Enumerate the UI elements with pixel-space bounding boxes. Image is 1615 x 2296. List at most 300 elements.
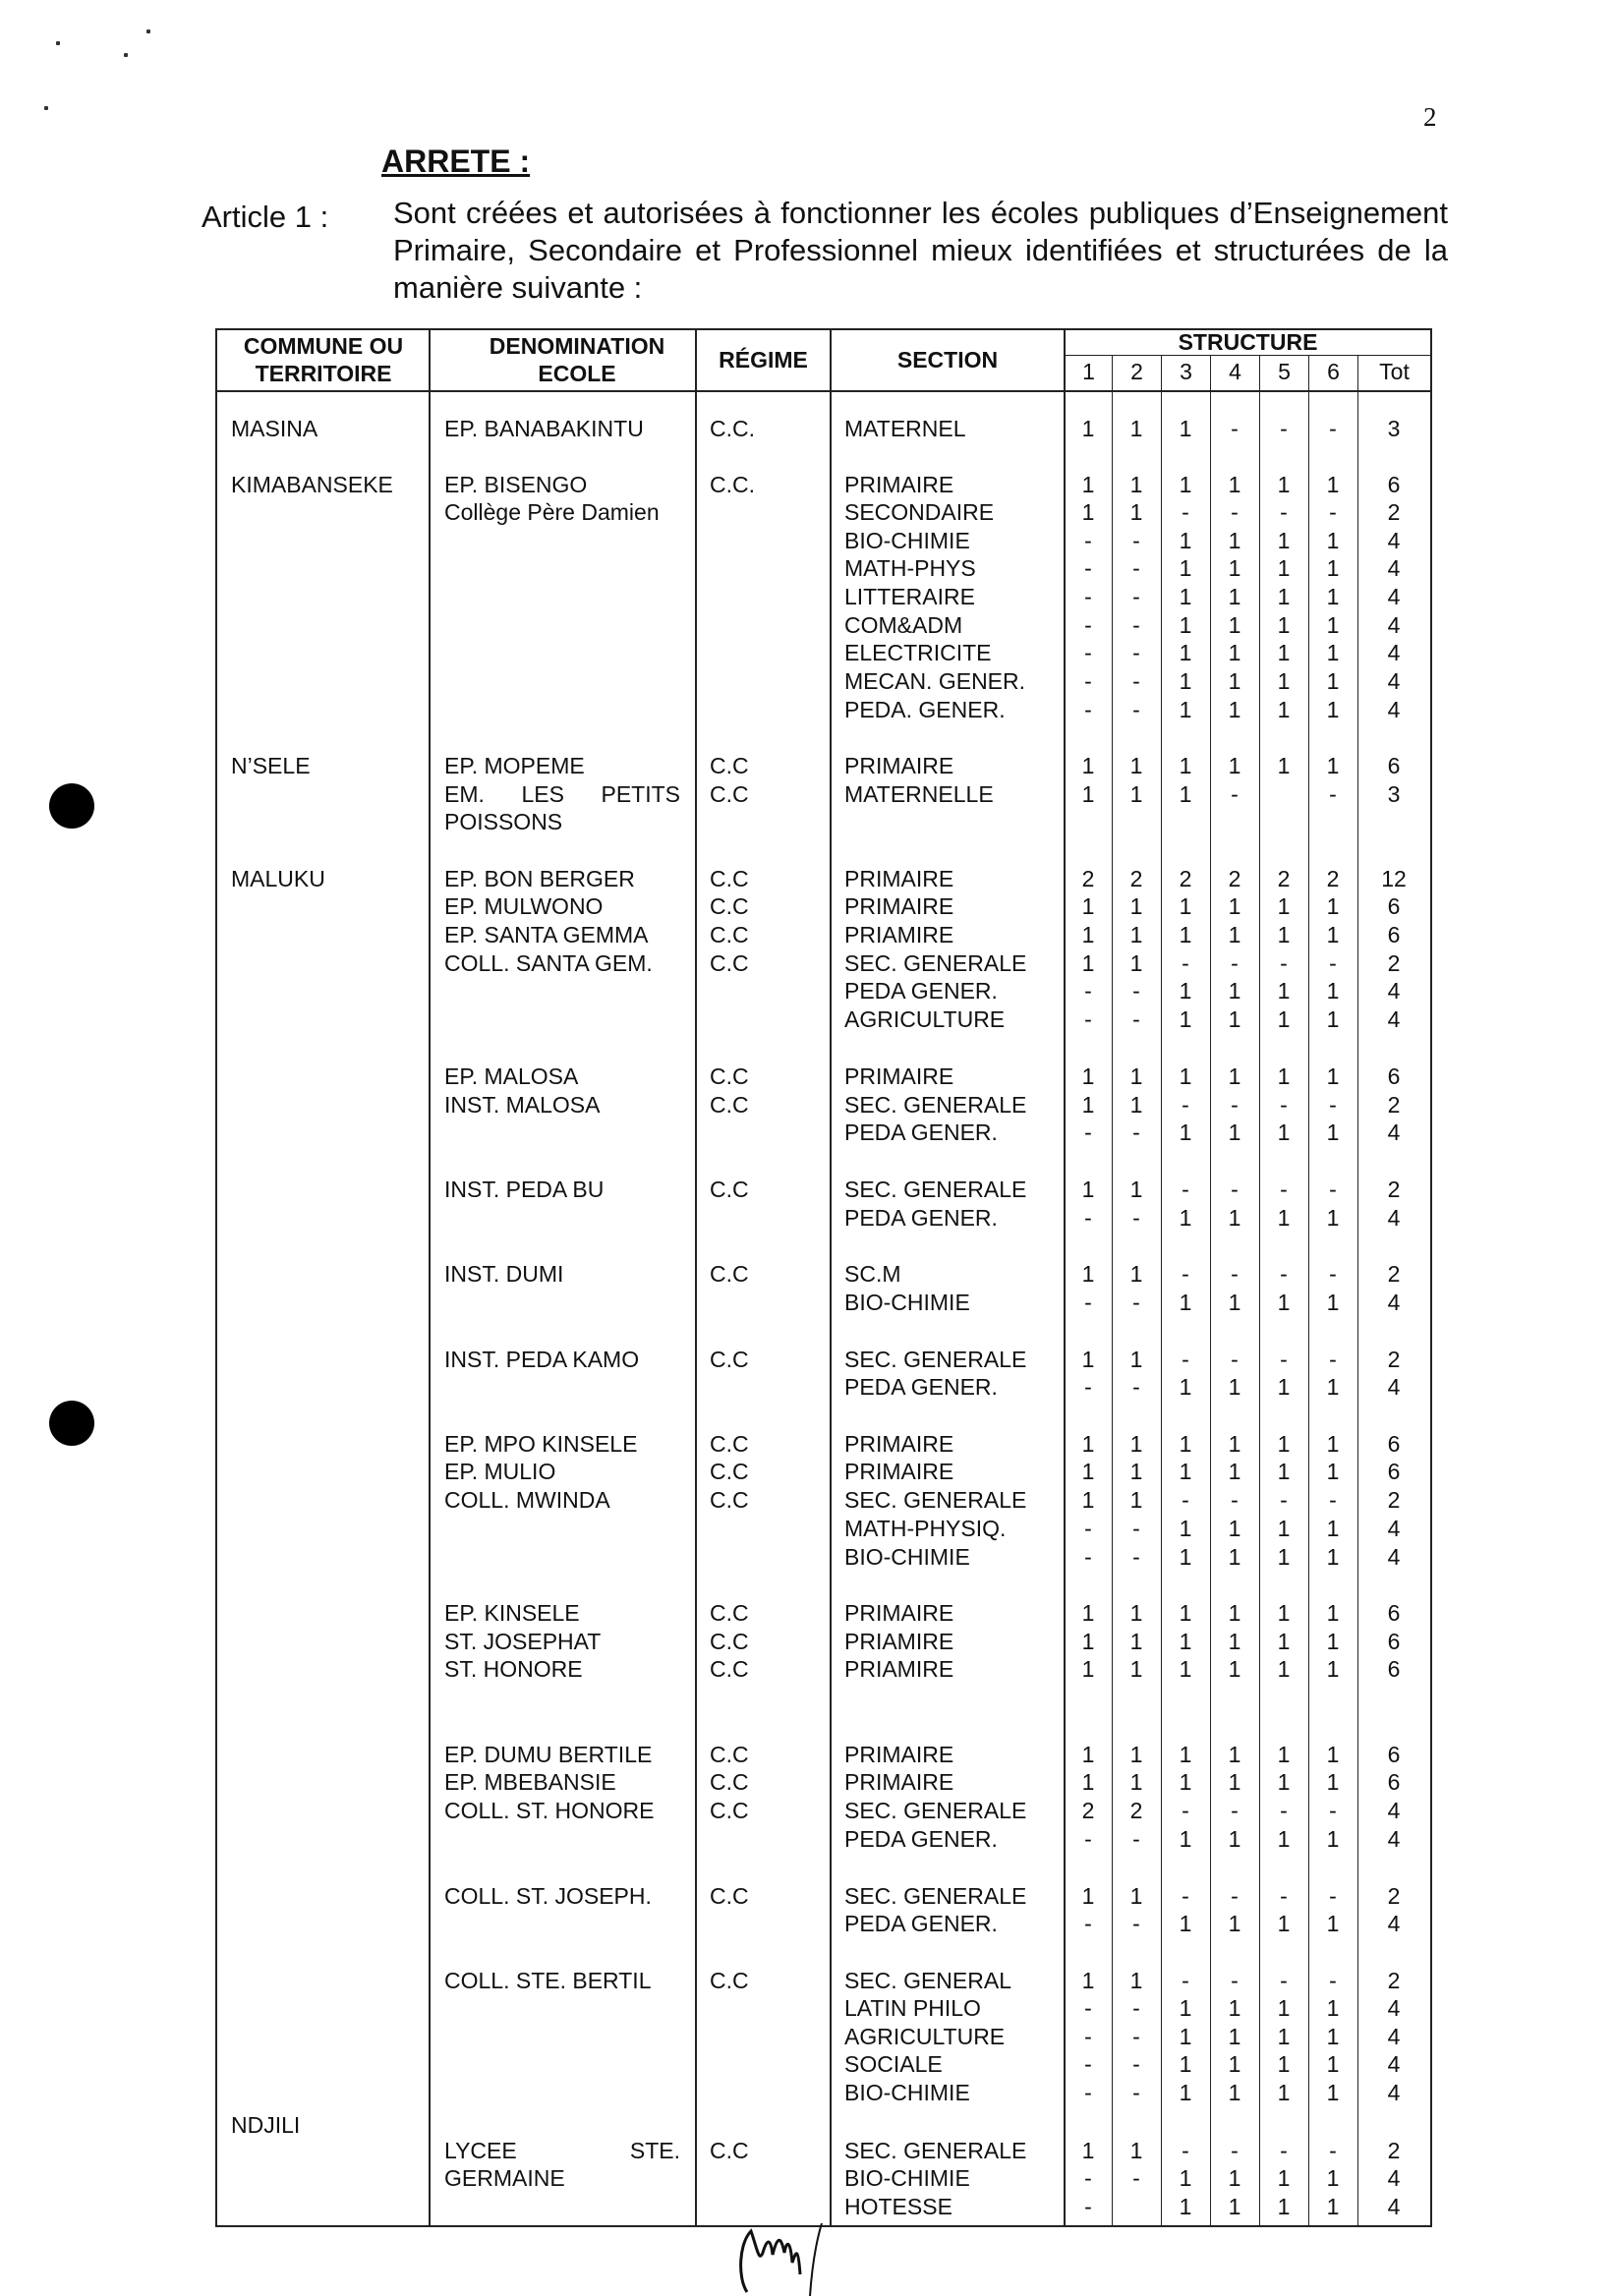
cell-level-5: 2	[1277, 866, 1291, 891]
header-divider	[215, 390, 1432, 392]
cell-level-1: -	[1084, 2080, 1092, 2105]
cell-total: 4	[1387, 1911, 1401, 1936]
cell-level-3: 1	[1179, 1374, 1192, 1400]
cell-level-1: -	[1084, 1205, 1092, 1231]
cell-level-6: 1	[1326, 753, 1340, 778]
cell-section: PRIAMIRE	[844, 1629, 954, 1654]
cell-level-1: -	[1084, 640, 1092, 665]
cell-section: PRIAMIRE	[844, 1656, 954, 1682]
cell-regime: C.C	[710, 2138, 749, 2163]
cell-section: SEC. GENERALE	[844, 2138, 1027, 2163]
cell-level-5: -	[1280, 1487, 1288, 1513]
cell-level-4: 1	[1228, 1742, 1241, 1767]
schools-table	[215, 328, 1432, 2227]
cell-level-3: 1	[1179, 1656, 1192, 1682]
cell-total: 6	[1387, 1656, 1401, 1682]
cell-total: 6	[1387, 1431, 1401, 1457]
cell-level-5: -	[1280, 1798, 1288, 1823]
cell-total: 12	[1381, 866, 1407, 891]
level-divider	[1161, 355, 1162, 2227]
cell-level-4: 1	[1228, 1290, 1241, 1315]
cell-level-6: 1	[1326, 2194, 1340, 2219]
cell-ecole: POISSONS	[444, 809, 563, 834]
cell-ecole: EP. MPO KINSELE	[444, 1431, 638, 1457]
cell-level-6: 2	[1326, 866, 1340, 891]
cell-section: SECONDAIRE	[844, 499, 995, 525]
cell-level-2: -	[1132, 1290, 1140, 1315]
cell-level-4: 1	[1228, 1826, 1241, 1852]
binder-hole	[49, 1401, 94, 1446]
cell-level-6: 1	[1326, 2080, 1340, 2105]
cell-level-5: 1	[1277, 753, 1291, 778]
cell-ecole: EP. BANABAKINTU	[444, 416, 644, 441]
cell-level-2: -	[1132, 2024, 1140, 2049]
cell-level-6: -	[1329, 1798, 1337, 1823]
cell-total: 2	[1387, 1177, 1401, 1202]
cell-level-5: 1	[1277, 1205, 1291, 1231]
cell-total: 4	[1387, 668, 1401, 694]
cell-level-5: -	[1280, 1092, 1288, 1118]
cell-regime: C.C	[710, 1431, 749, 1457]
cell-level-3: 1	[1179, 640, 1192, 665]
cell-ecole: COLL. MWINDA	[444, 1487, 610, 1513]
cell-total: 4	[1387, 2024, 1401, 2049]
cell-level-2: -	[1132, 697, 1140, 722]
cell-level-4: -	[1231, 1883, 1239, 1909]
cell-level-5: 1	[1277, 1516, 1291, 1541]
cell-level-3: 1	[1179, 1119, 1192, 1145]
cell-level-5: 1	[1277, 528, 1291, 553]
cell-level-4: -	[1231, 1261, 1239, 1287]
cell-level-4: -	[1231, 2138, 1239, 2163]
column-divider	[695, 328, 697, 2227]
cell-total: 2	[1387, 1487, 1401, 1513]
scan-speck	[44, 106, 48, 110]
cell-level-3: 1	[1179, 978, 1192, 1004]
cell-level-5: 1	[1277, 697, 1291, 722]
cell-level-4: 1	[1228, 1006, 1241, 1032]
cell-section: MECAN. GENER.	[844, 668, 1026, 694]
cell-level-3: 1	[1179, 922, 1192, 947]
cell-regime: C.C	[710, 1487, 749, 1513]
cell-total: 4	[1387, 555, 1401, 581]
signature-mark	[727, 2223, 845, 2296]
cell-regime: C.C	[710, 1063, 749, 1089]
cell-level-1: 1	[1081, 499, 1095, 525]
cell-level-4: 1	[1228, 1205, 1241, 1231]
cell-level-5: 1	[1277, 1656, 1291, 1682]
cell-level-1: -	[1084, 1006, 1092, 1032]
header-level-1: 1	[1082, 359, 1095, 384]
cell-level-4: 1	[1228, 1431, 1241, 1457]
cell-level-1: 1	[1081, 781, 1095, 807]
cell-level-6: 1	[1326, 697, 1340, 722]
cell-regime: C.C.	[710, 416, 755, 441]
level-divider	[1357, 355, 1358, 2227]
cell-ecole: INST. DUMI	[444, 1261, 564, 1287]
cell-regime: C.C	[710, 893, 749, 919]
cell-level-6: 1	[1326, 893, 1340, 919]
cell-total: 6	[1387, 753, 1401, 778]
cell-level-2: 2	[1129, 866, 1143, 891]
cell-level-2: 1	[1129, 893, 1143, 919]
cell-level-5: 1	[1277, 2024, 1291, 2049]
cell-level-3: 1	[1179, 2080, 1192, 2105]
cell-level-3: -	[1182, 2138, 1189, 2163]
cell-level-5: -	[1280, 2138, 1288, 2163]
cell-total: 6	[1387, 1600, 1401, 1626]
article-text: Sont créées et autorisées à fonctionner les écoles publiques d’Enseignement Primaire, Secondaire et Professionnel mieux identifiées et structurées de la manière suivante :	[393, 196, 1448, 305]
cell-level-2: -	[1132, 1119, 1140, 1145]
cell-level-1: -	[1084, 2051, 1092, 2077]
cell-level-1: 2	[1081, 866, 1095, 891]
cell-level-3: 1	[1179, 555, 1192, 581]
cell-level-5: -	[1280, 1177, 1288, 1202]
cell-level-5: -	[1280, 416, 1288, 441]
cell-level-6: 1	[1326, 1290, 1340, 1315]
cell-section: SEC. GENERALE	[844, 1883, 1027, 1909]
cell-section: LITTERAIRE	[844, 584, 975, 609]
cell-section: SEC. GENERALE	[844, 1092, 1027, 1118]
cell-level-3: 1	[1179, 1006, 1192, 1032]
cell-ecole: EP. SANTA GEMMA	[444, 922, 649, 947]
cell-level-1: 1	[1081, 893, 1095, 919]
cell-level-4: -	[1231, 1487, 1239, 1513]
cell-level-1: 1	[1081, 1629, 1095, 1654]
cell-level-1: -	[1084, 612, 1092, 638]
cell-level-5: 1	[1277, 1544, 1291, 1570]
cell-level-6: -	[1329, 416, 1337, 441]
cell-level-5: 1	[1277, 555, 1291, 581]
cell-total: 4	[1387, 528, 1401, 553]
cell-level-6: -	[1329, 2138, 1337, 2163]
cell-total: 4	[1387, 584, 1401, 609]
cell-level-4: -	[1231, 416, 1239, 441]
cell-level-4: 1	[1228, 528, 1241, 553]
cell-level-6: 1	[1326, 1431, 1340, 1457]
cell-level-3: 1	[1179, 584, 1192, 609]
cell-level-4: 1	[1228, 1544, 1241, 1570]
cell-level-6: 1	[1326, 1544, 1340, 1570]
cell-level-3: -	[1182, 1883, 1189, 1909]
cell-total: 4	[1387, 1205, 1401, 1231]
cell-level-2: -	[1132, 2165, 1140, 2191]
cell-level-1: 1	[1081, 416, 1095, 441]
cell-level-4: -	[1231, 950, 1239, 976]
cell-level-5: 1	[1277, 584, 1291, 609]
cell-level-6: 1	[1326, 1995, 1340, 2021]
cell-commune: N’SELE	[231, 753, 311, 778]
cell-ecole: EP. KINSELE	[444, 1600, 580, 1626]
scan-speck	[146, 29, 150, 33]
cell-level-6: 1	[1326, 1516, 1340, 1541]
cell-level-2: 1	[1129, 1347, 1143, 1372]
cell-total: 4	[1387, 1290, 1401, 1315]
cell-level-4: 1	[1228, 640, 1241, 665]
cell-total: 6	[1387, 472, 1401, 497]
cell-level-5: 1	[1277, 1629, 1291, 1654]
cell-level-3: 1	[1179, 416, 1192, 441]
cell-level-2: 1	[1129, 416, 1143, 441]
cell-commune: MALUKU	[231, 866, 325, 891]
cell-level-2: 1	[1129, 781, 1143, 807]
cell-level-5: -	[1280, 499, 1288, 525]
header-level-3: 3	[1180, 359, 1192, 384]
cell-total: 4	[1387, 640, 1401, 665]
cell-section: BIO-CHIMIE	[844, 1544, 970, 1570]
cell-total: 4	[1387, 1374, 1401, 1400]
cell-level-5: 1	[1277, 2080, 1291, 2105]
cell-total: 4	[1387, 1119, 1401, 1145]
cell-level-2: 1	[1129, 1487, 1143, 1513]
cell-regime: C.C	[710, 1092, 749, 1118]
cell-commune: MASINA	[231, 416, 318, 441]
cell-level-4: 1	[1228, 922, 1241, 947]
cell-section: SEC. GENERALE	[844, 1177, 1027, 1202]
cell-section: PEDA. GENER.	[844, 697, 1006, 722]
cell-level-1: -	[1084, 528, 1092, 553]
cell-level-3: -	[1182, 1798, 1189, 1823]
cell-level-5: 1	[1277, 472, 1291, 497]
cell-level-2: -	[1132, 1006, 1140, 1032]
column-divider	[830, 328, 832, 2227]
cell-level-1: 1	[1081, 1431, 1095, 1457]
cell-total: 4	[1387, 697, 1401, 722]
cell-ecole: EP. MULWONO	[444, 893, 604, 919]
cell-level-1: -	[1084, 1290, 1092, 1315]
cell-total: 4	[1387, 978, 1401, 1004]
binder-hole	[49, 783, 94, 829]
cell-level-4: 1	[1228, 612, 1241, 638]
cell-level-1: -	[1084, 978, 1092, 1004]
header-level-4: 4	[1229, 359, 1241, 384]
cell-section: AGRICULTURE	[844, 2024, 1006, 2049]
cell-level-1: -	[1084, 1995, 1092, 2021]
cell-level-1: 2	[1081, 1798, 1095, 1823]
cell-total: 2	[1387, 499, 1401, 525]
cell-level-1: -	[1084, 1119, 1092, 1145]
cell-level-3: -	[1182, 1968, 1189, 1993]
cell-regime: C.C	[710, 1656, 749, 1682]
cell-level-4: -	[1231, 499, 1239, 525]
cell-level-4: 1	[1228, 1459, 1241, 1484]
cell-level-2: 1	[1129, 1769, 1143, 1795]
cell-regime: C.C	[710, 781, 749, 807]
cell-level-6: 1	[1326, 668, 1340, 694]
cell-regime: C.C	[710, 1261, 749, 1287]
cell-section: PEDA GENER.	[844, 978, 998, 1004]
cell-commune: KIMABANSEKE	[231, 472, 393, 497]
cell-level-4: 1	[1228, 2194, 1241, 2219]
cell-level-5: 1	[1277, 1290, 1291, 1315]
cell-level-4: 1	[1228, 697, 1241, 722]
article-label: Article 1 :	[202, 200, 329, 234]
cell-level-3: 1	[1179, 1742, 1192, 1767]
cell-regime: C.C	[710, 950, 749, 976]
cell-regime: C.C	[710, 1798, 749, 1823]
cell-level-3: 1	[1179, 781, 1192, 807]
cell-level-2: -	[1132, 612, 1140, 638]
cell-total: 4	[1387, 2165, 1401, 2191]
cell-level-1: 1	[1081, 1092, 1095, 1118]
cell-level-4: 1	[1228, 978, 1241, 1004]
cell-level-1: 1	[1081, 1656, 1095, 1682]
level-divider	[1259, 355, 1260, 2227]
cell-level-2: -	[1132, 668, 1140, 694]
cell-total: 4	[1387, 1995, 1401, 2021]
cell-level-4: 1	[1228, 1119, 1241, 1145]
cell-section: BIO-CHIMIE	[844, 1290, 970, 1315]
cell-level-3: 1	[1179, 1431, 1192, 1457]
cell-level-1: -	[1084, 2024, 1092, 2049]
cell-level-2: -	[1132, 555, 1140, 581]
cell-ecole: EP. BON BERGER	[444, 866, 635, 891]
cell-level-1: 1	[1081, 1968, 1095, 1993]
cell-level-6: 1	[1326, 472, 1340, 497]
cell-ecole: ST. HONORE	[444, 1656, 583, 1682]
cell-ecole: INST. MALOSA	[444, 1092, 601, 1118]
cell-level-1: 1	[1081, 2138, 1095, 2163]
cell-level-1: 1	[1081, 1600, 1095, 1626]
cell-ecole: LYCEE STE.	[444, 2138, 680, 2163]
column-divider	[1064, 328, 1066, 2227]
cell-level-3: 1	[1179, 1544, 1192, 1570]
cell-section: SEC. GENERALE	[844, 1798, 1027, 1823]
cell-level-4: 1	[1228, 1374, 1241, 1400]
cell-level-1: 1	[1081, 1459, 1095, 1484]
cell-section: COM&ADM	[844, 612, 963, 638]
cell-level-6: 1	[1326, 1911, 1340, 1936]
cell-level-4: 1	[1228, 893, 1241, 919]
cell-level-4: 1	[1228, 1769, 1241, 1795]
cell-level-5: 1	[1277, 612, 1291, 638]
cell-level-6: 1	[1326, 2051, 1340, 2077]
cell-level-3: 1	[1179, 1826, 1192, 1852]
cell-level-4: 1	[1228, 1656, 1241, 1682]
cell-regime: C.C	[710, 753, 749, 778]
cell-regime: C.C	[710, 1629, 749, 1654]
cell-level-5: 1	[1277, 1911, 1291, 1936]
cell-ecole: GERMAINE	[444, 2165, 565, 2191]
cell-level-1: 1	[1081, 1883, 1095, 1909]
cell-level-4: -	[1231, 781, 1239, 807]
cell-level-6: 1	[1326, 2165, 1340, 2191]
cell-section: PEDA GENER.	[844, 1205, 998, 1231]
cell-level-2: 1	[1129, 1261, 1143, 1287]
cell-level-5: 1	[1277, 922, 1291, 947]
cell-level-3: -	[1182, 1261, 1189, 1287]
cell-level-4: -	[1231, 1092, 1239, 1118]
cell-ecole: EP. MALOSA	[444, 1063, 579, 1089]
cell-level-2: 1	[1129, 472, 1143, 497]
cell-total: 2	[1387, 1347, 1401, 1372]
cell-regime: C.C	[710, 922, 749, 947]
cell-ecole: EP. MULIO	[444, 1459, 556, 1484]
cell-level-4: -	[1231, 1968, 1239, 1993]
cell-level-5: 1	[1277, 1119, 1291, 1145]
cell-total: 6	[1387, 1063, 1401, 1089]
cell-level-1: -	[1084, 1911, 1092, 1936]
cell-level-2: 1	[1129, 2138, 1143, 2163]
cell-level-5: -	[1280, 1347, 1288, 1372]
cell-level-2: 1	[1129, 1177, 1143, 1202]
cell-regime: C.C	[710, 1742, 749, 1767]
cell-regime: C.C	[710, 1968, 749, 1993]
cell-level-4: -	[1231, 1177, 1239, 1202]
cell-level-5: 1	[1277, 893, 1291, 919]
cell-level-6: 1	[1326, 640, 1340, 665]
cell-level-6: 1	[1326, 978, 1340, 1004]
cell-level-6: 1	[1326, 1063, 1340, 1089]
column-divider	[429, 328, 431, 2227]
cell-level-6: 1	[1326, 922, 1340, 947]
cell-section: ELECTRICITE	[844, 640, 992, 665]
cell-level-1: -	[1084, 2165, 1092, 2191]
cell-level-5: -	[1280, 1883, 1288, 1909]
cell-level-6: 1	[1326, 1742, 1340, 1767]
decree-heading: ARRETE :	[381, 144, 531, 179]
cell-level-6: 1	[1326, 1656, 1340, 1682]
header-ecole: DENOMINATION ECOLE	[489, 333, 665, 386]
cell-level-5: -	[1280, 1261, 1288, 1287]
cell-level-3: 1	[1179, 1995, 1192, 2021]
cell-level-3: 1	[1179, 1911, 1192, 1936]
cell-total: 4	[1387, 2194, 1401, 2219]
cell-level-4: 1	[1228, 2051, 1241, 2077]
cell-section: PEDA GENER.	[844, 1119, 998, 1145]
cell-total: 4	[1387, 1826, 1401, 1852]
cell-level-4: 1	[1228, 1995, 1241, 2021]
cell-total: 6	[1387, 893, 1401, 919]
cell-total: 2	[1387, 950, 1401, 976]
scan-speck	[56, 41, 60, 45]
cell-ecole: EP. MOPEME	[444, 753, 585, 778]
cell-level-6: -	[1329, 1177, 1337, 1202]
cell-level-6: 1	[1326, 1826, 1340, 1852]
table-border	[215, 328, 217, 2227]
cell-ecole: EP. DUMU BERTILE	[444, 1742, 653, 1767]
cell-level-3: 1	[1179, 1769, 1192, 1795]
cell-section: BIO-CHIMIE	[844, 528, 970, 553]
cell-level-6: -	[1329, 1487, 1337, 1513]
cell-level-2: 1	[1129, 1968, 1143, 1993]
cell-level-1: -	[1084, 668, 1092, 694]
cell-ecole: INST. PEDA BU	[444, 1177, 605, 1202]
cell-section: PRIMAIRE	[844, 1459, 954, 1484]
cell-level-1: 1	[1081, 1769, 1095, 1795]
cell-level-4: 2	[1228, 866, 1241, 891]
cell-level-2: -	[1132, 1826, 1140, 1852]
cell-level-3: 1	[1179, 1205, 1192, 1231]
cell-level-5: 1	[1277, 1742, 1291, 1767]
cell-level-6: 1	[1326, 1459, 1340, 1484]
cell-section: MATH-PHYSIQ.	[844, 1516, 1007, 1541]
cell-level-1: -	[1084, 1374, 1092, 1400]
cell-total: 6	[1387, 1742, 1401, 1767]
cell-level-3: -	[1182, 950, 1189, 976]
cell-level-5: 1	[1277, 1431, 1291, 1457]
cell-section: SOCIALE	[844, 2051, 943, 2077]
cell-level-5: 1	[1277, 2194, 1291, 2219]
cell-total: 2	[1387, 1092, 1401, 1118]
cell-section: PRIAMIRE	[844, 922, 954, 947]
cell-section: LATIN PHILO	[844, 1995, 981, 2021]
cell-ecole: COLL. STE. BERTIL	[444, 1968, 652, 1993]
cell-level-2: 1	[1129, 1600, 1143, 1626]
cell-total: 4	[1387, 612, 1401, 638]
cell-section: MATERNELLE	[844, 781, 994, 807]
cell-level-2: -	[1132, 2051, 1140, 2077]
